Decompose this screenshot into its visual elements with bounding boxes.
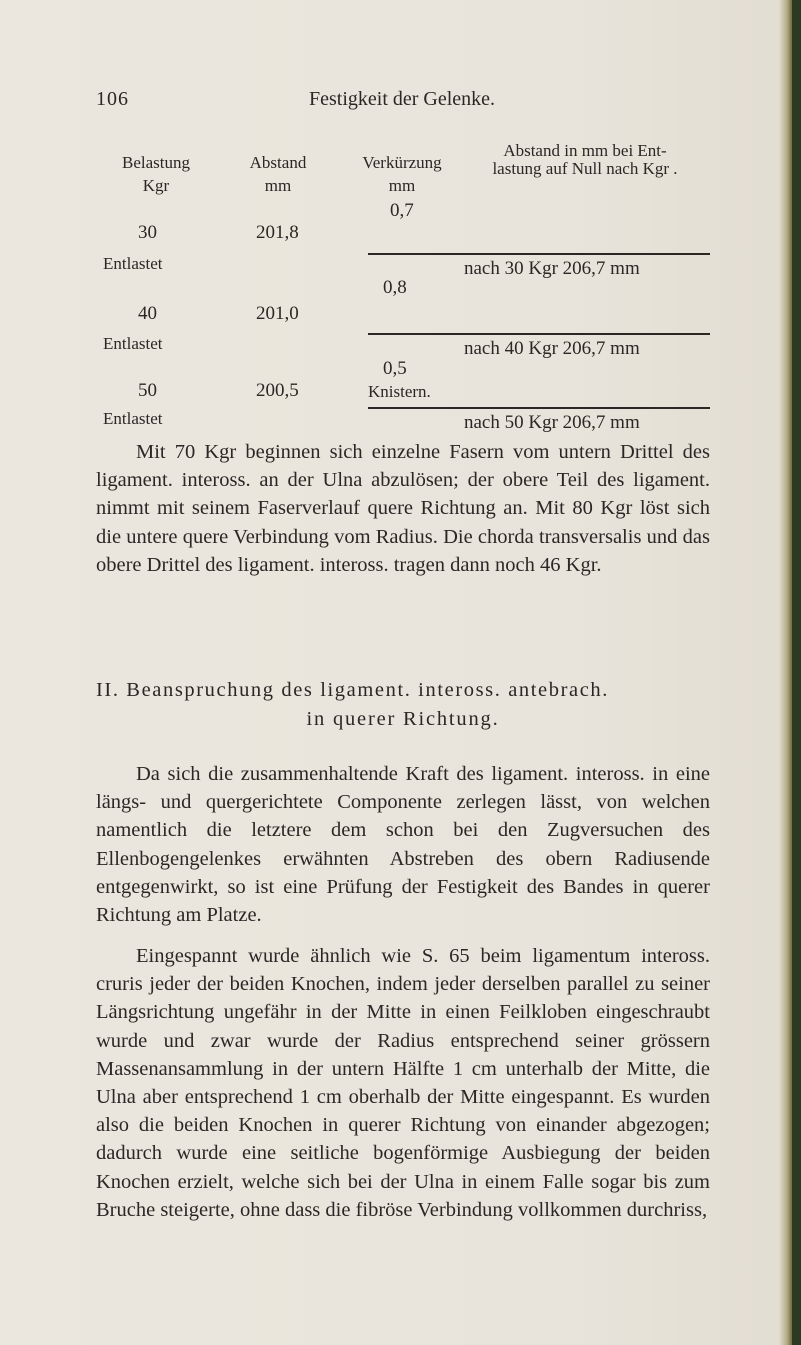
row2-note: nach 40 Kgr 206,7 mm xyxy=(464,338,640,359)
paragraph-2: Da sich die zusammenhaltende Kraft des ligament. inteross. in eine längs- und quergerichtete Componente zerlegen lässt, von welchen namentlich die letztere dem schon bei den Zugversuchen des Ellenbogengelenkes erwähnten Abstreben des obern Radiusende entgegenwirkt, so ist eine Prüfung der Festigkeit des Bandes in querer Richtung am Platze. xyxy=(96,763,710,927)
row3-status: Entlastet xyxy=(103,409,163,428)
section-heading: II. Beanspruchung des ligament. inteross. antebrach. in querer Richtung. xyxy=(96,679,609,730)
row1-load: 30 xyxy=(138,222,157,243)
row3-rule xyxy=(368,407,710,409)
row3-load: 50 xyxy=(138,380,157,401)
row3-remark: Knistern. xyxy=(368,382,431,401)
row3-shortening: 0,5 xyxy=(383,358,407,379)
row1-rule xyxy=(368,253,710,255)
row3-distance: 200,5 xyxy=(256,380,299,401)
paragraph-1: Mit 70 Kgr beginnen sich einzelne Fasern vom untern Drittel des ligament. inteross. an der Ulna abzulösen; der obere Teil des ligament. nimmt mit seinem Faserverlauf quere Richtung an. Mit 80 Kgr löst sich die untere quere Verbindung vom Radius. Die chorda transversalis und das obere Drittel des ligament. inteross. tragen dann noch 46 Kgr. xyxy=(96,441,710,576)
row3-note: nach 50 Kgr 206,7 mm xyxy=(464,412,640,433)
header-unload-distance: Abstand in mm bei Ent- lastung auf Null nach Kgr . xyxy=(492,141,678,178)
row1-note: nach 30 Kgr 206,7 mm xyxy=(464,258,640,279)
row2-load: 40 xyxy=(138,303,157,324)
paragraph-3: Eingespannt wurde ähnlich wie S. 65 beim ligamentum inteross. cruris jeder der beiden Knochen, indem jeder derselben parallel zu seiner Längsrichtung ungefähr in der Mitte in einen Feilkloben eingeschraubt wurde und zwar wurde der Radius entsprechend seiner grössern Massenansammlung in der untern Hälfte 1 cm unterhalb der Mitte, die Ulna aber entsprechend 1 cm oberhalb der Mitte eingespannt. Es wurden also die beiden Knochen in querer Richtung von einander abgezogen; dadurch wurde eine seitliche bogenförmige Ausbiegung der beiden Knochen erzielt, welche sich bei der Ulna in einem Falle sogar bis zum Bruche steigerte, ohne dass die fibröse Verbindung vollkommen durchriss, xyxy=(96,945,710,1221)
row2-distance: 201,0 xyxy=(256,303,299,324)
row2-status: Entlastet xyxy=(103,334,163,353)
row2-rule xyxy=(368,333,710,335)
row1-shortening: 0,7 xyxy=(390,200,414,221)
running-title: Festigkeit der Gelenke. xyxy=(309,88,496,110)
header-distance: Abstand mm xyxy=(249,153,307,195)
header-load: Belastung Kgr xyxy=(122,153,190,195)
row1-distance: 201,8 xyxy=(256,222,299,243)
page-number: 106 xyxy=(96,88,129,110)
row1-status: Entlastet xyxy=(103,254,163,273)
page-edge-binding xyxy=(792,0,801,1345)
row2-shortening: 0,8 xyxy=(383,277,407,298)
header-shortening: Verkürzung mm xyxy=(362,153,442,195)
